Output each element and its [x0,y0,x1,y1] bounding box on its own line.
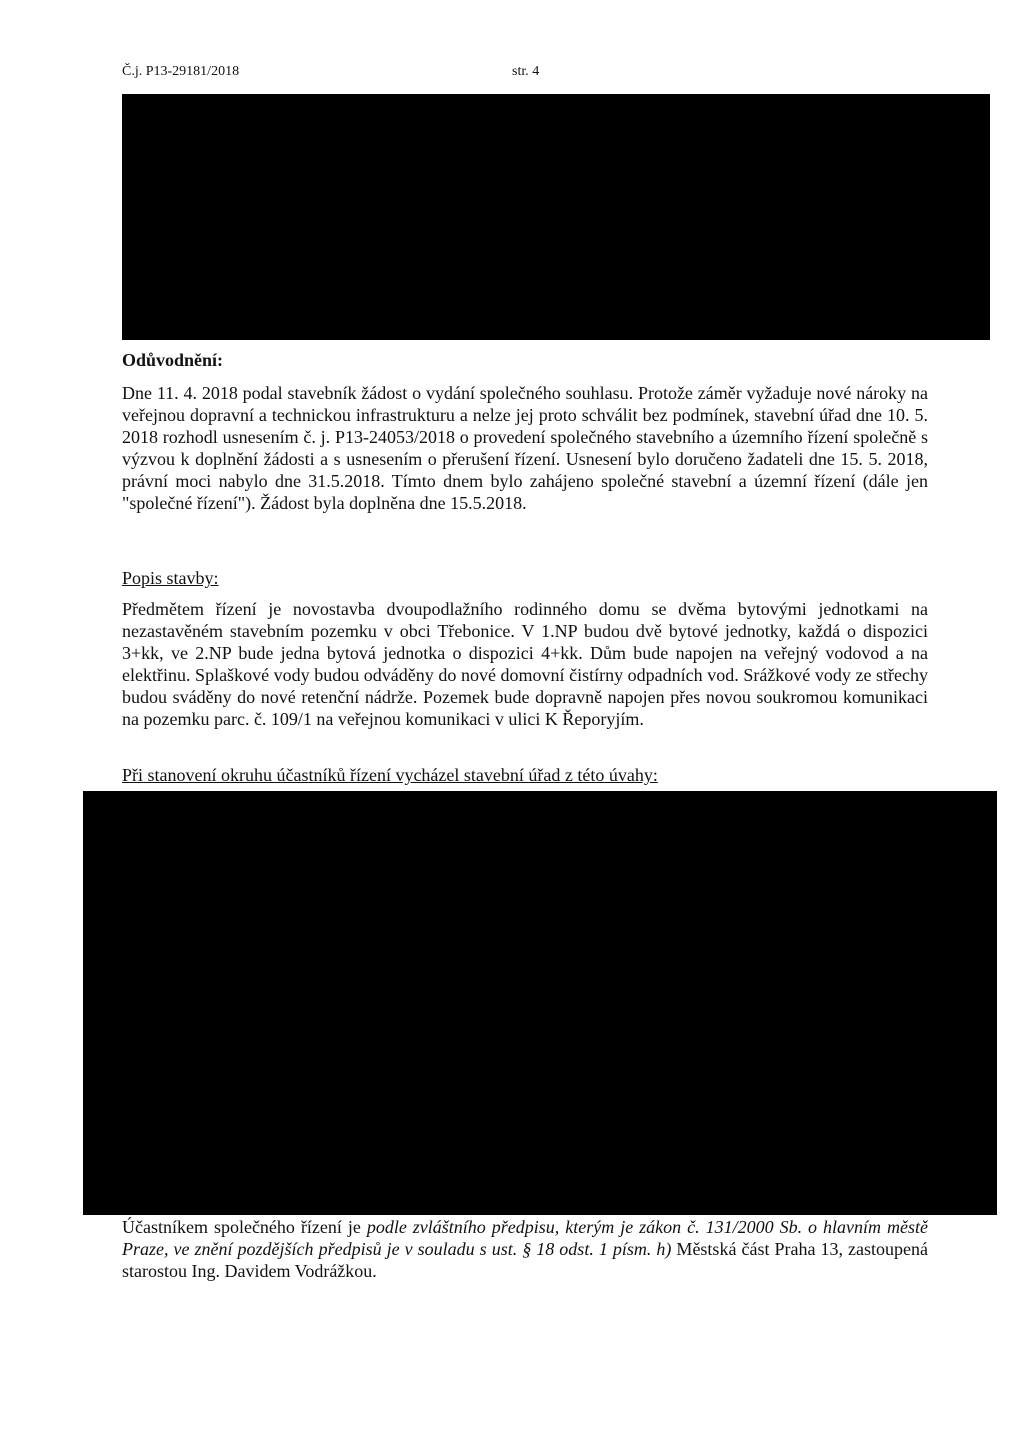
reasoning-paragraph: Dne 11. 4. 2018 podal stavebník žádost o vydání společného souhlasu. Protože záměr vyžaduje nové nároky na veřejnou dopravní a technickou infrastrukturu a nelze jej proto schválit bez podmínek, stavební úřad dne 10. 5. 2018 rozhodl usnesením č. j. P13-24053/2018 o provedení společného stavebního a územního řízení společně s výzvou k doplnění žádosti a s usnesením o přerušení řízení. Usnesení bylo doručeno žadateli dne 15. 5. 2018, právní moci nabylo dne 31.5.2018. Tímto dnem bylo zahájeno společné stavební a územní řízení (dále jen "společné řízení"). Žádost byla doplněna dne 15.5.2018. [122,383,928,513]
participants-title: Při stanovení okruhu účastníků řízení vycházel stavební úřad z této úvahy: [122,765,658,785]
case-number: Č.j. P13-29181/2018 [122,64,240,79]
participants-text-tail: Městská část Praha 13, zastoupená starostou Ing. Davidem Vodrážkou. [122,1239,928,1281]
description-paragraph: Předmětem řízení je novostavba dvoupodlažního rodinného domu se dvěma bytovými jednotkami na nezastavěném stavebním pozemku v obci Třebonice. V 1.NP budou dvě bytové jednotky, každá o dispozici 3+kk, ve 2.NP bude jedna bytová jednotka o dispozici 4+kk. Dům bude napojen na veřejný vodovod a na elektřinu. Splaškové vody budou odváděny do nové domovní čistírny odpadních vod. Srážkové vody ze střechy budou sváděny do nové retenční nádrže. Pozemek bude dopravně napojen přes novou soukromou komunikaci na pozemku parc. č. 109/1 na veřejnou komunikaci v ulici K Řeporyjím. [122,599,928,729]
participants-paragraph [122,1216,928,1282]
participants-text-italic: podle zvláštního předpisu, kterým je zákon č. 131/2000 Sb. o hlavním městě Praze, ve znění pozdějších předpisů je v souladu s ust. § 18 odst. 1 písm. h) [122,1217,928,1259]
redacted-block-bottom [83,791,997,1215]
redacted-block-top [122,94,990,340]
reasoning-heading: Odůvodnění: [122,350,224,370]
participants-text-lead: Účastníkem společného řízení je [122,1217,367,1237]
page-number: str. 4 [512,64,540,79]
description-title: Popis stavby: [122,568,219,588]
